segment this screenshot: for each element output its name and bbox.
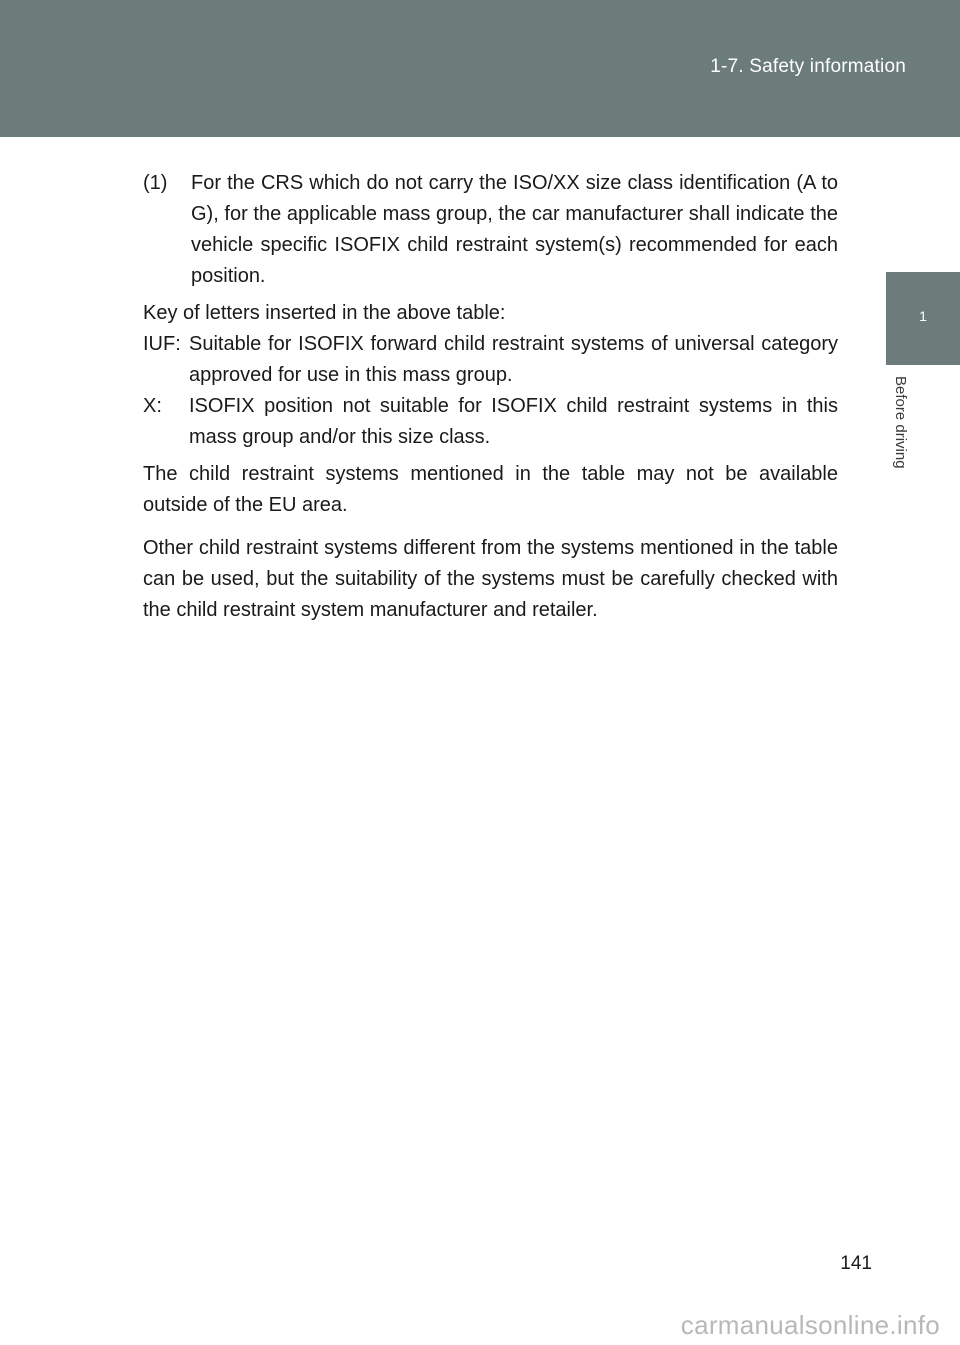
chapter-tab[interactable] (886, 272, 960, 365)
footnote-marker: (1) (143, 172, 168, 194)
section-title: 1-7. Safety information (710, 56, 906, 77)
key-item-iuf (143, 329, 838, 391)
footnote-text: For the CRS which do not carry the ISO/XX size class identification (A to G), for the applicable mass group, the car manufacturer shall indicate the vehicle specific ISOFIX child restraint system(s) recommended for each position. (191, 172, 838, 287)
page-number: 141 (840, 1253, 872, 1274)
key-heading: Key of letters inserted in the above table: (143, 302, 506, 324)
chapter-label-wrap (886, 376, 926, 506)
paragraph-other-systems: Other child restraint systems different from the systems mentioned in the table can be used, but the suitability of the systems must be carefully checked with the child restraint system manufacturer and retailer. (143, 537, 838, 621)
header-band (0, 0, 960, 137)
key-item-marker: IUF: (143, 333, 181, 355)
paragraph-availability: The child restraint systems mentioned in the table may not be available outside of the EU area. (143, 463, 838, 516)
key-item-text: ISOFIX position not suitable for ISOFIX child restraint systems in this mass group and/or this size class. (189, 395, 838, 448)
page-content (143, 168, 838, 626)
watermark: carmanualsonline.info (680, 1310, 940, 1340)
key-item-text: Suitable for ISOFIX forward child restraint systems of universal category approved for use in this mass group. (189, 333, 838, 386)
chapter-label: Before driving (892, 376, 909, 469)
key-item-x (143, 391, 838, 453)
key-item-marker: X: (143, 395, 162, 417)
footnote-1 (143, 168, 838, 292)
chapter-number: 1 (919, 308, 927, 324)
